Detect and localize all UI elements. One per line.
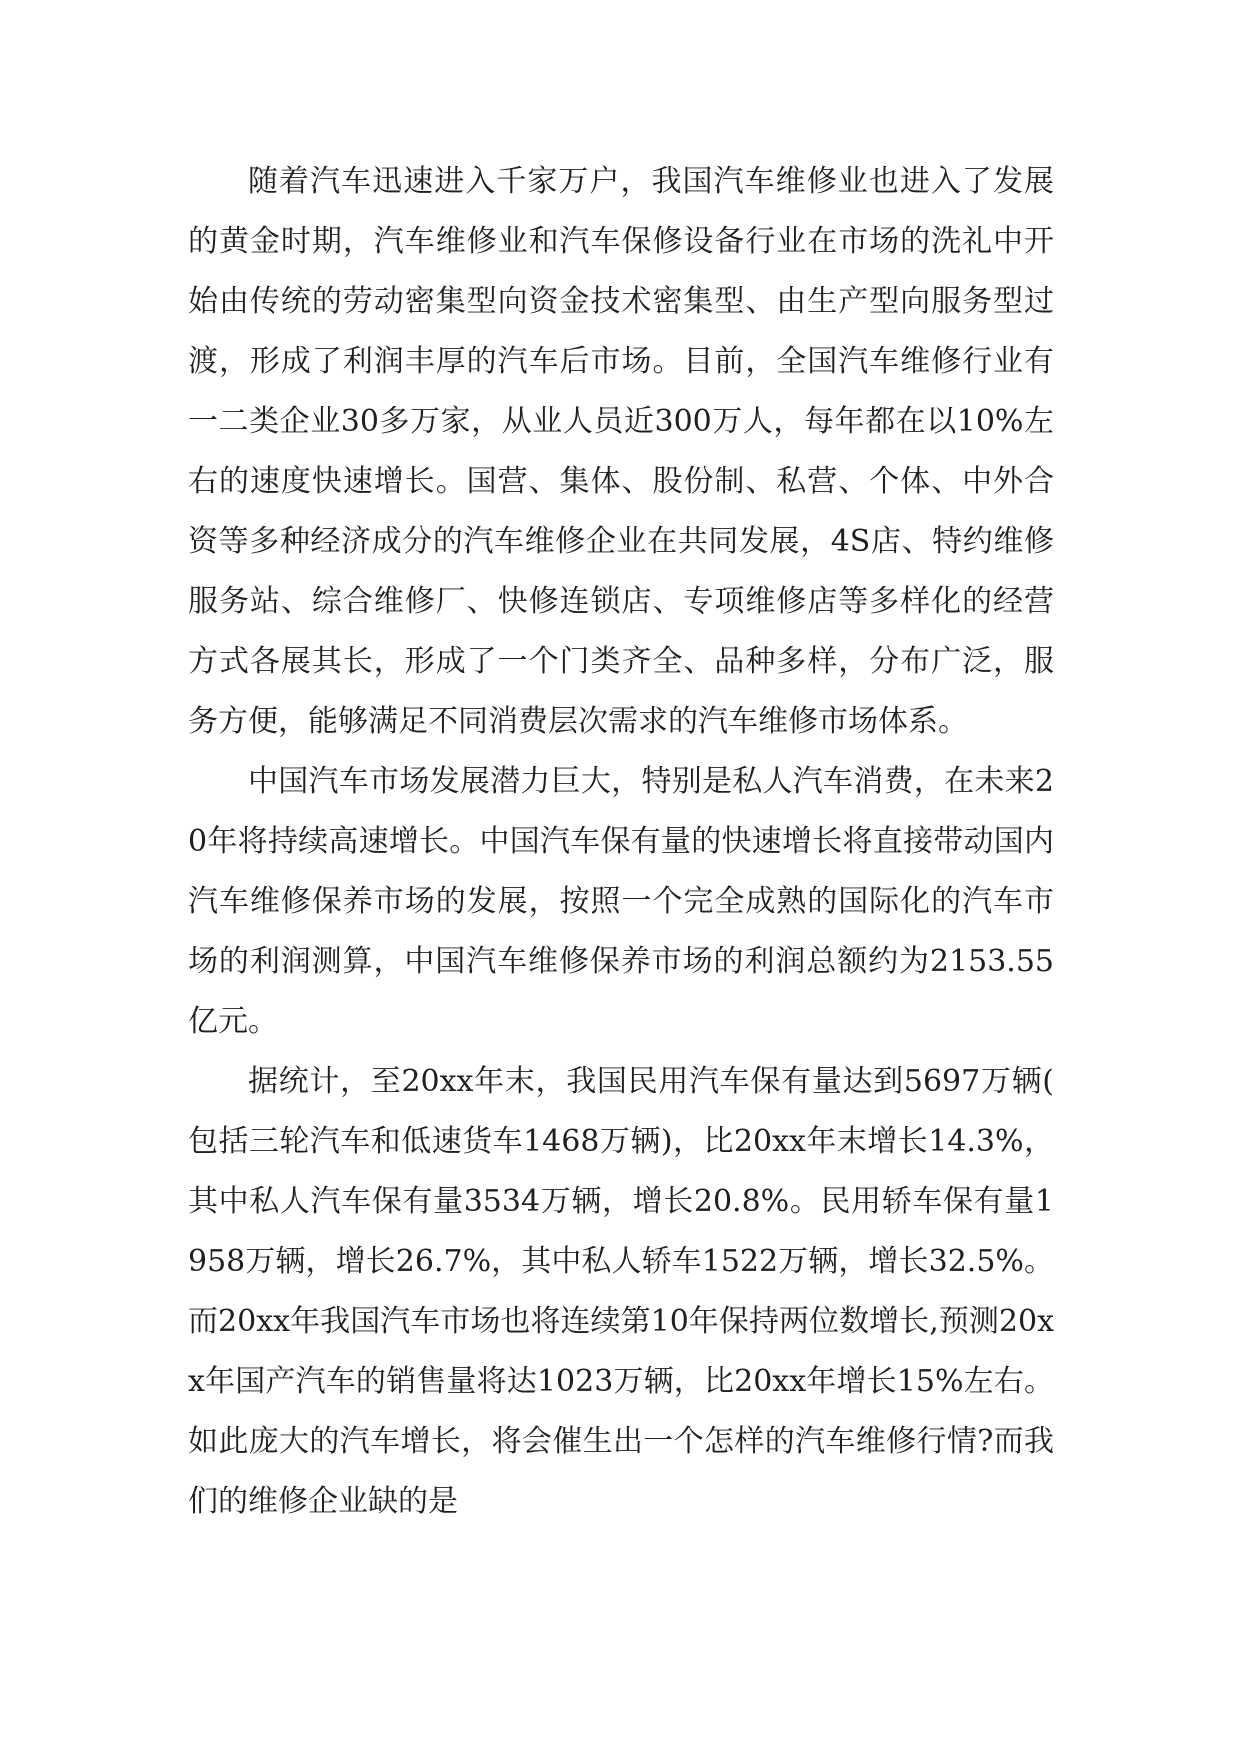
document-body <box>188 152 1054 1532</box>
paragraph-1: 随着汽车迅速进入千家万户，我国汽车维修业也进入了发展的黄金时期，汽车维修业和汽车保修设备行业在市场的洗礼中开始由传统的劳动密集型向资金技术密集型、由生产型向服务型过渡，形成了利润丰厚的汽车后市场。目前，全国汽车维修行业有一二类企业30多万家，从业人员近300万人，每年都在以10%左右的速度快速增长。国营、集体、股份制、私营、个体、中外合资等多种经济成分的汽车维修企业在共同发展，4S店、特约维修服务站、综合维修厂、快修连锁店、专项维修店等多样化的经营方式各展其长，形成了一个门类齐全、品种多样，分布广泛，服务方便，能够满足不同消费层次需求的汽车维修市场体系。 <box>188 164 1054 739</box>
paragraph-2: 中国汽车市场发展潜力巨大，特别是私人汽车消费，在未来20年将持续高速增长。中国汽车保有量的快速增长将直接带动国内汽车维修保养市场的发展，按照一个完全成熟的国际化的汽车市场的利润测算，中国汽车维修保养市场的利润总额约为2153.55亿元。 <box>188 764 1054 1039</box>
paragraph-3: 据统计，至20xx年末，我国民用汽车保有量达到5697万辆(包括三轮汽车和低速货车1468万辆)，比20xx年末增长14.3%，其中私人汽车保有量3534万辆，增长20.8%。民用轿车保有量1958万辆，增长26.7%，其中私人轿车1522万辆，增长32.5%。而20xx年我国汽车市场也将连续第10年保持两位数增长,预测20xx年国产汽车的销售量将达1023万辆，比20xx年增长15%左右。如此庞大的汽车增长，将会催生出一个怎样的汽车维修行情?而我们的维修企业缺的是 <box>188 1064 1054 1519</box>
